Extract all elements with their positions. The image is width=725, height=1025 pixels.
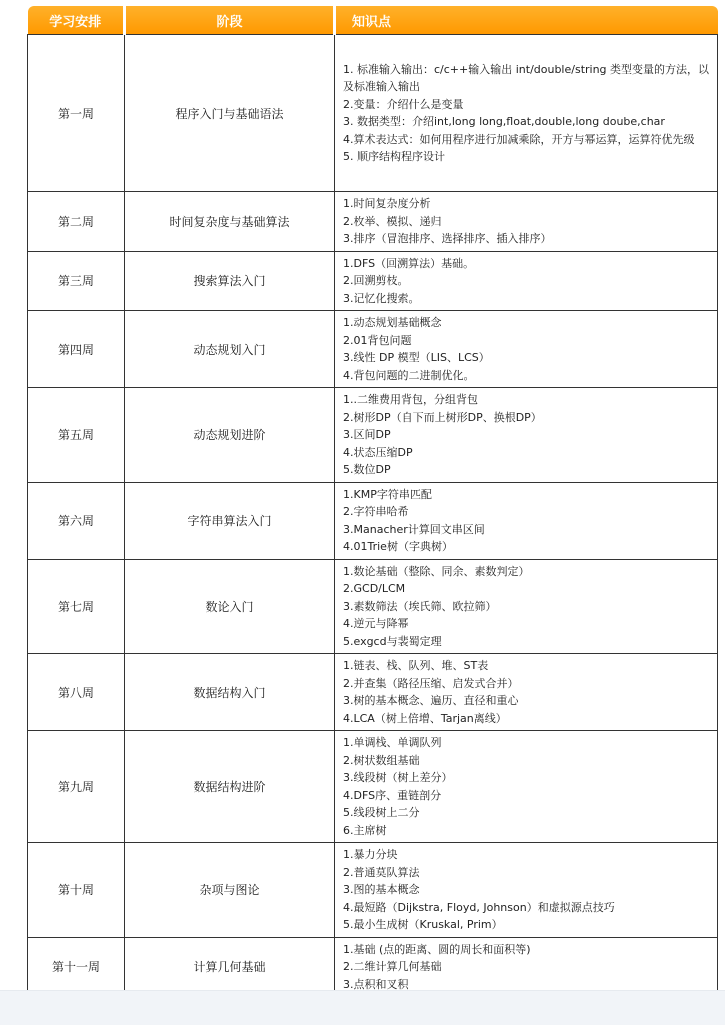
table-row xyxy=(28,192,718,252)
knowledge-point-item: 1. 标准输入输出：c/c++输入输出 int/double/string 类型变量的方法，以及标准输入输出 xyxy=(343,62,710,93)
knowledge-point-item: 2.字符串哈希 xyxy=(343,505,409,518)
knowledge-point-item: 1.时间复杂度分析 xyxy=(343,197,431,210)
knowledge-point-item: 4.01Trie树（字典树） xyxy=(343,540,453,553)
stage-cell: 程序入门与基础语法 xyxy=(125,35,335,192)
knowledge-point-item: 6.主席树 xyxy=(343,823,387,837)
knowledge-point-item: 2.枚举、模拟、递归 xyxy=(343,214,442,228)
knowledge-point-item: 3.树的基本概念、遍历、直径和重心 xyxy=(343,694,519,707)
knowledge-point-item: 2.树状数组基础 xyxy=(343,753,420,767)
knowledge-point-item: 3.图的基本概念 xyxy=(343,883,420,896)
week-cell: 第十周 xyxy=(28,843,125,938)
table-row xyxy=(28,482,718,559)
week-cell: 第三周 xyxy=(28,251,125,311)
knowledge-point-item: 2.树形DP（自下而上树形DP、换根DP） xyxy=(343,410,542,424)
week-cell: 第二周 xyxy=(28,192,125,252)
knowledge-points-cell xyxy=(335,731,718,843)
knowledge-point-item: 2.并查集（路径压缩、启发式合并） xyxy=(343,676,519,690)
study-schedule-table xyxy=(27,6,718,997)
knowledge-point-item: 1..二维费用背包，分组背包 xyxy=(343,393,478,406)
knowledge-point-item: 1.数论基础（整除、同余、素数判定） xyxy=(343,564,530,578)
week-cell: 第七周 xyxy=(28,559,125,654)
knowledge-point-item: 1.KMP字符串匹配 xyxy=(343,487,432,501)
bottom-bar xyxy=(0,990,725,1025)
header-row xyxy=(28,6,718,35)
knowledge-point-item: 3.排序（冒泡排序、选择排序、插入排序） xyxy=(343,232,552,245)
knowledge-point-item: 2.变量：介绍什么是变量 xyxy=(343,97,464,111)
knowledge-point-item: 2.回溯剪枝。 xyxy=(343,274,409,287)
knowledge-point-item: 3.Manacher计算回文串区间 xyxy=(343,522,485,536)
header-stage: 阶段 xyxy=(125,6,335,35)
stage-cell: 数据结构入门 xyxy=(125,654,335,731)
knowledge-points-cell xyxy=(335,843,718,938)
knowledge-point-item: 4.逆元与降幂 xyxy=(343,617,409,630)
knowledge-point-item: 1.DFS（回溯算法）基础。 xyxy=(343,256,475,270)
table-row xyxy=(28,731,718,843)
table-header xyxy=(28,6,718,35)
knowledge-point-item: 2.GCD/LCM xyxy=(343,582,406,595)
knowledge-point-item: 3. 数据类型：介绍int,long long,float,double,long doube,char xyxy=(343,115,665,128)
stage-cell: 动态规划入门 xyxy=(125,311,335,388)
knowledge-point-item: 1.基础 (点的距离、圆的周长和面积等) xyxy=(343,942,531,956)
knowledge-point-item: 3.线段树（树上差分） xyxy=(343,771,453,784)
table-row xyxy=(28,843,718,938)
knowledge-points-cell xyxy=(335,251,718,311)
stage-cell: 杂项与图论 xyxy=(125,843,335,938)
week-cell: 第九周 xyxy=(28,731,125,843)
knowledge-point-item: 3.素数筛法（埃氏筛、欧拉筛） xyxy=(343,599,497,613)
week-cell: 第八周 xyxy=(28,654,125,731)
table-row xyxy=(28,251,718,311)
stage-cell: 计算几何基础 xyxy=(125,937,335,997)
knowledge-points-cell xyxy=(335,388,718,483)
knowledge-point-item: 4.算术表达式：如何用程序进行加减乘除，开方与幂运算，运算符优先级 xyxy=(343,132,695,146)
knowledge-point-item: 1.暴力分块 xyxy=(343,848,398,861)
knowledge-point-item: 1.动态规划基础概念 xyxy=(343,316,442,329)
knowledge-points-cell xyxy=(335,559,718,654)
stage-cell: 数据结构进阶 xyxy=(125,731,335,843)
week-cell: 第一周 xyxy=(28,35,125,192)
stage-cell: 字符串算法入门 xyxy=(125,482,335,559)
table-row xyxy=(28,654,718,731)
table-row xyxy=(28,35,718,192)
stage-cell: 动态规划进阶 xyxy=(125,388,335,483)
knowledge-point-item: 5.exgcd与裴蜀定理 xyxy=(343,634,442,648)
week-cell: 第十一周 xyxy=(28,937,125,997)
knowledge-points-cell xyxy=(335,482,718,559)
knowledge-point-item: 2.二维计算几何基础 xyxy=(343,960,442,973)
knowledge-point-item: 4.最短路（Dijkstra, Floyd, Johnson）和虚拟源点技巧 xyxy=(343,900,615,914)
table-row xyxy=(28,937,718,997)
stage-cell: 数论入门 xyxy=(125,559,335,654)
knowledge-point-item: 5. 顺序结构程序设计 xyxy=(343,150,445,163)
week-cell: 第五周 xyxy=(28,388,125,483)
week-cell: 第六周 xyxy=(28,482,125,559)
table-row xyxy=(28,559,718,654)
table-body xyxy=(28,35,718,997)
knowledge-points-cell xyxy=(335,654,718,731)
table-row xyxy=(28,388,718,483)
knowledge-point-item: 5.数位DP xyxy=(343,463,391,476)
stage-cell: 搜索算法入门 xyxy=(125,251,335,311)
knowledge-points-cell xyxy=(335,311,718,388)
knowledge-point-item: 4.DFS序、重链剖分 xyxy=(343,788,442,802)
knowledge-point-item: 4.背包问题的二进制优化。 xyxy=(343,368,475,382)
knowledge-point-item: 5.最小生成树（Kruskal, Prim） xyxy=(343,918,503,931)
knowledge-point-item: 4.LCA（树上倍增、Tarjan离线） xyxy=(343,711,507,725)
knowledge-point-item: 2.01背包问题 xyxy=(343,333,412,347)
knowledge-points-cell xyxy=(335,937,718,997)
knowledge-point-item: 3.区间DP xyxy=(343,428,391,441)
knowledge-point-item: 1.链表、栈、队列、堆、ST表 xyxy=(343,659,489,672)
week-cell: 第四周 xyxy=(28,311,125,388)
stage-cell: 时间复杂度与基础算法 xyxy=(125,192,335,252)
knowledge-point-item: 5.线段树上二分 xyxy=(343,806,420,819)
table-row xyxy=(28,311,718,388)
header-study-schedule: 学习安排 xyxy=(28,6,125,35)
knowledge-points-cell xyxy=(335,192,718,252)
knowledge-points-cell xyxy=(335,35,718,192)
header-knowledge-points: 知识点 xyxy=(335,6,718,35)
knowledge-point-item: 3.线性 DP 模型（LIS、LCS） xyxy=(343,351,490,364)
knowledge-point-item: 4.状态压缩DP xyxy=(343,445,413,459)
knowledge-point-item: 2.普通莫队算法 xyxy=(343,865,420,879)
knowledge-point-item: 3.点积和叉积 xyxy=(343,977,409,991)
knowledge-point-item: 3.记忆化搜索。 xyxy=(343,291,420,305)
knowledge-point-item: 1.单调栈、单调队列 xyxy=(343,736,442,749)
